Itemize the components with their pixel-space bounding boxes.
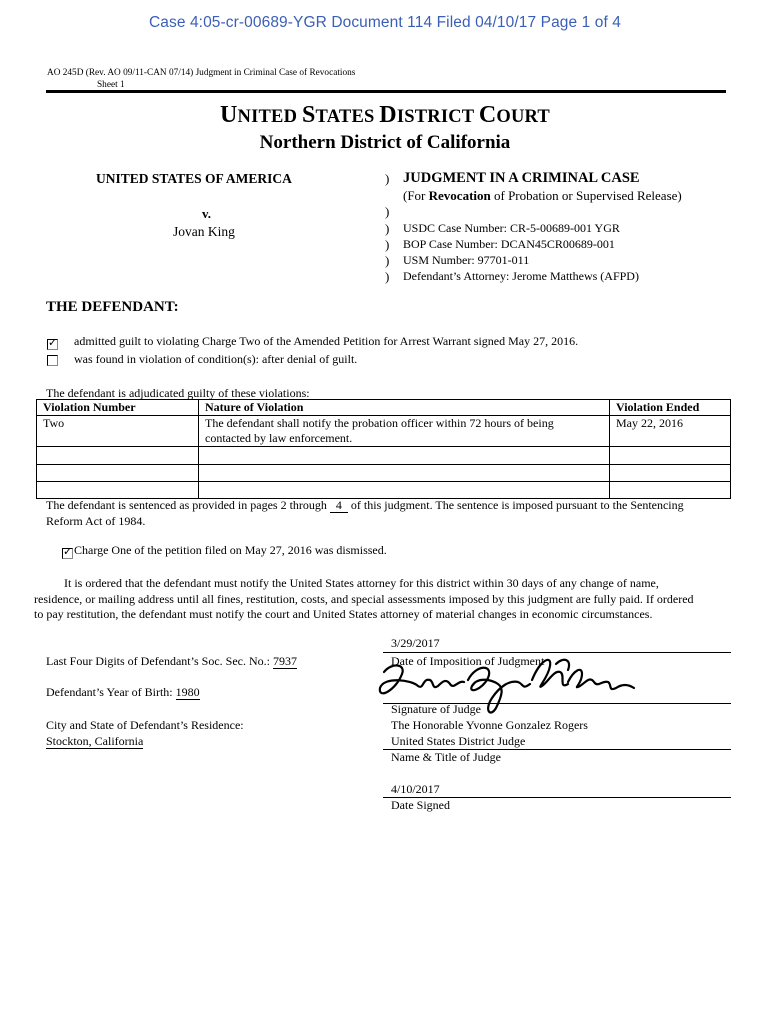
- sentence-text: The defendant is sentenced as provided in pages 2 through 4 of this judgment. The sentence is imposed pursuant to the Sentencing: [46, 498, 684, 512]
- date-signed: 4/10/2017: [391, 782, 440, 796]
- header-violation-number: Violation Number: [37, 400, 199, 416]
- header-nature: Nature of Violation: [199, 400, 610, 416]
- residence-label: City and State of Defendant’s Residence:: [46, 718, 244, 732]
- dismissed-checkbox[interactable]: [62, 548, 73, 559]
- court-title: UNITED STATES DISTRICT COURT: [220, 102, 550, 128]
- adjudicated-text: The defendant is adjudicated guilty of these violations:: [46, 386, 310, 400]
- paren-6: ): [385, 269, 390, 284]
- table-row-empty: [37, 482, 731, 499]
- defendant-heading: THE DEFENDANT:: [46, 299, 179, 315]
- defendant-attorney: Defendant’s Attorney: Jerome Matthews (AFPD): [403, 269, 639, 283]
- table-row-empty: [37, 447, 731, 465]
- case-number: USDC Case Number: CR-5-00689-001 YGR: [403, 221, 620, 235]
- judge-name: The Honorable Yvonne Gonzalez Rogers: [391, 718, 588, 732]
- header-ended: Violation Ended: [610, 400, 731, 416]
- versus: v.: [202, 206, 212, 221]
- paren-1: ): [385, 171, 390, 186]
- violation-ended: May 22, 2016: [610, 416, 731, 447]
- residence-value: Stockton, California: [46, 734, 144, 748]
- violation-found-checkbox[interactable]: [47, 355, 58, 366]
- bop-number: BOP Case Number: DCAN45CR00689-001: [403, 237, 615, 251]
- district-name: Northern District of California: [259, 132, 511, 153]
- paren-2: ): [385, 204, 390, 219]
- plaintiff: UNITED STATES OF AMERICA: [96, 171, 292, 186]
- violations-table: [36, 399, 731, 499]
- violation-number: Two: [37, 416, 199, 447]
- order-line-1: It is ordered that the defendant must notify the United States attorney for this district within 30 days of any change of name,: [64, 576, 659, 590]
- admitted-text: admitted guilt to violating Charge Two of the Amended Petition for Arrest Warrant signed May 27, 2016.: [74, 334, 579, 348]
- paren-4: ): [385, 237, 390, 252]
- judgment-title: JUDGMENT IN A CRIMINAL CASE: [403, 170, 640, 186]
- violation-nature: The defendant shall notify the probation officer within 72 hours of being contacted by law enforcement.: [199, 416, 610, 447]
- imposition-date: 3/29/2017: [391, 636, 440, 650]
- paren-5: ): [385, 253, 390, 268]
- order-line-2: residence, or mailing address until all fines, restitution, costs, and special assessments imposed by this judgment are fully paid. If ordered: [34, 592, 694, 606]
- header-rule: [46, 90, 726, 93]
- sentence-text-line2: Reform Act of 1984.: [46, 514, 146, 528]
- signature-label: Signature of Judge: [391, 702, 481, 716]
- case-stamp-header: Case 4:05-cr-00689-YGR Document 114 Filed 04/10/17 Page 1 of 4: [148, 14, 622, 31]
- ssn-field: Last Four Digits of Defendant’s Soc. Sec. No.: 7937: [46, 654, 297, 668]
- dismissed-text: Charge One of the petition filed on May 27, 2016 was dismissed.: [74, 543, 387, 557]
- paren-3: ): [385, 221, 390, 236]
- birth-year-field: Defendant’s Year of Birth: 1980: [46, 685, 200, 699]
- judgment-subtitle: (For Revocation of Probation or Supervised Release): [403, 188, 682, 203]
- imposition-label: Date of Imposition of Judgment: [391, 654, 545, 668]
- order-line-3: to pay restitution, the defendant must notify the court and United States attorney of material changes in economic circumstances.: [34, 607, 653, 621]
- defendant-name: Jovan King: [173, 224, 235, 239]
- violation-found-text: was found in violation of condition(s): after denial of guilt.: [74, 352, 358, 366]
- table-row: [37, 416, 731, 447]
- sheet-label: Sheet 1: [97, 80, 125, 90]
- admitted-checkbox[interactable]: [47, 339, 58, 350]
- table-row-empty: [37, 465, 731, 482]
- usm-number: USM Number: 97701-011: [403, 253, 530, 267]
- table-header-row: [37, 400, 731, 416]
- judge-title: United States District Judge: [391, 734, 526, 748]
- name-title-label: Name & Title of Judge: [391, 750, 501, 764]
- form-id: AO 245D (Rev. AO 09/11-CAN 07/14) Judgment in Criminal Case of Revocations: [47, 68, 356, 78]
- date-signed-label: Date Signed: [391, 798, 450, 812]
